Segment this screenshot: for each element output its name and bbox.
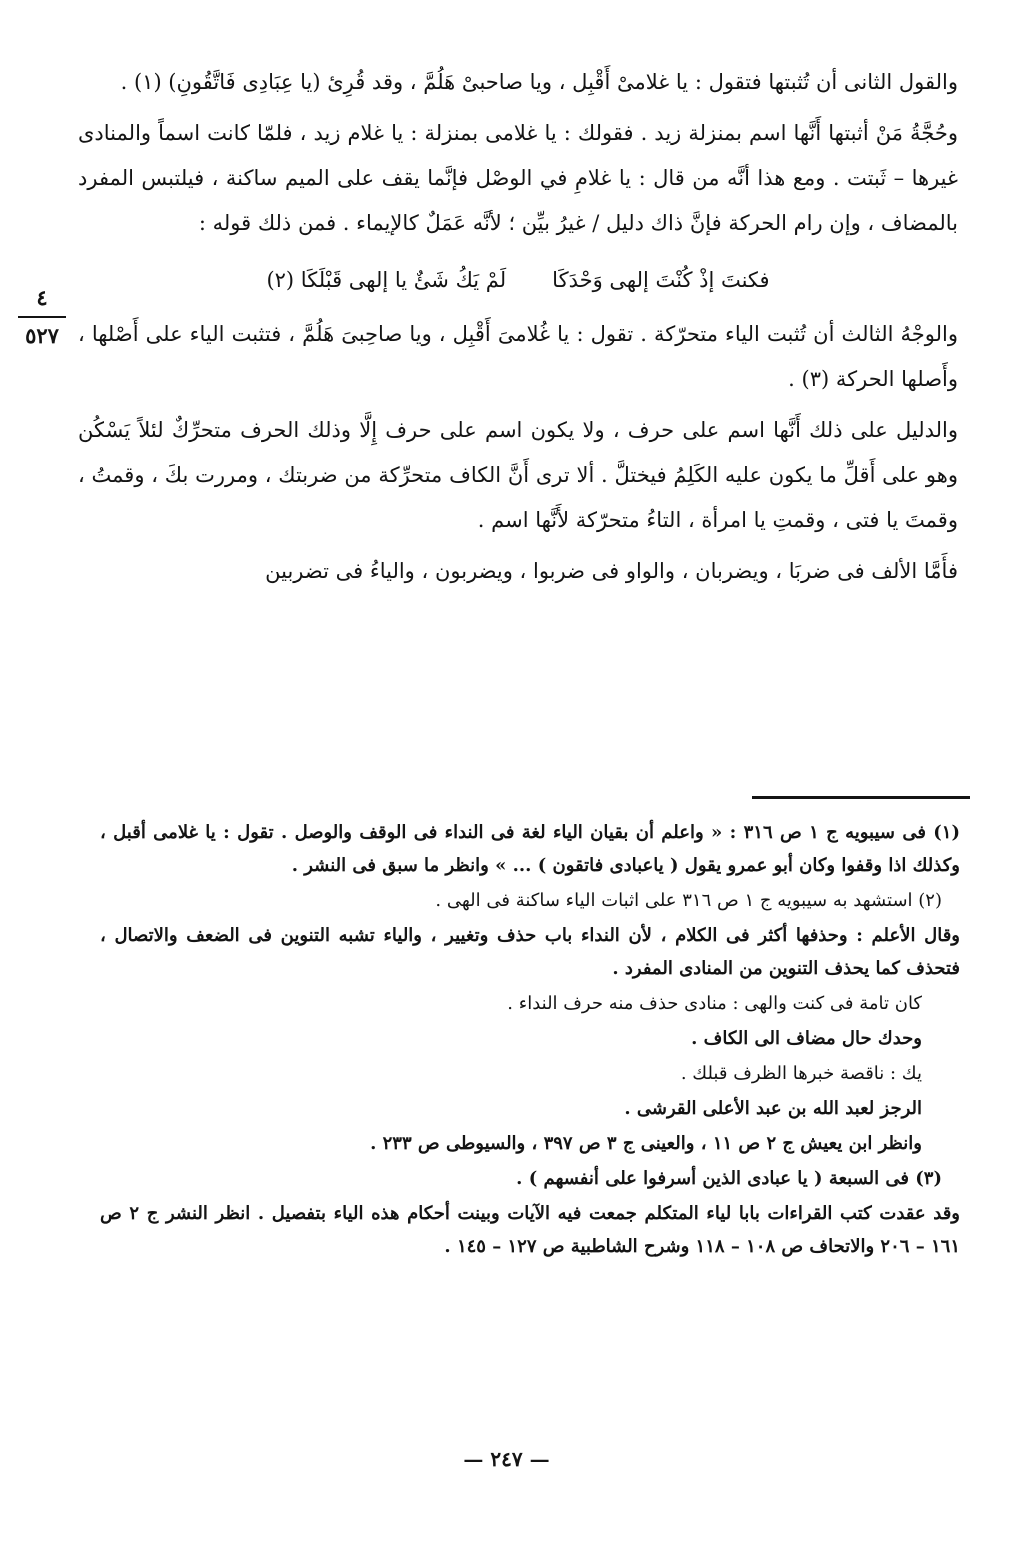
footnote-2-line-4: وحدك حال مضاف الى الكاف .: [691, 1028, 922, 1049]
verse-hemistich-1: فكنتَ إذْ كُنْتَ إلهى وَحْدَكَا: [552, 268, 770, 292]
margin-folio-divider: [18, 316, 66, 318]
paragraph-3: والوجْهُ الثالث أن تُثبت الياء متحرّكة . تقول : يا غُلامىَ أَقْبِل ، ويا صاحِبىَ هَلُمَّ ، فتثبت الياء على أَصْلها ، وأَصلها الحركة (٣) .: [78, 322, 958, 391]
margin-folio-top: ٤: [36, 285, 48, 310]
footnote-2-line-3: كان تامة فى كنت والهى : منادى حذف منه حرف النداء .: [507, 993, 922, 1014]
footnote-separator: [752, 796, 970, 799]
footnote-2-line-1: (٢) استشهد به سيبويه ج ١ ص ٣١٦ على اثبات الياء ساكنة فى الهى .: [435, 890, 942, 911]
footnotes: [100, 816, 960, 1265]
verse-hemistich-2: لَمْ يَكُ شَئٌ يا إلهى قَبْلَكَا (٢): [266, 268, 507, 292]
footnote-2-line-7: وانظر ابن يعيش ج ٢ ص ١١ ، والعينى ج ٣ ص ٣٩٧ ، والسيوطى ص ٢٣٣ .: [370, 1133, 922, 1154]
footnote-1: (١) فى سيبويه ج ١ ص ٣١٦ : « واعلم أن بقيان الياء لغة فى النداء فى الوقف والوصل . تقول : يا غلامى أقبل ، وكذلك اذا وقفوا وكان أبو عمرو يقول ( ياعبادى فاتقون ) ... » وانظر ما سبق فى النشر .: [100, 822, 960, 876]
margin-folio-reference: [18, 283, 66, 351]
main-text: [78, 60, 958, 600]
paragraph-4: والدليل على ذلك أَنَّها اسم على حرف ، ولا يكون اسم على حرف إِلَّا وذلك الحرف متحرِّكٌ لئلاً يَسْكُن وهو على أَقلِّ ما يكون عليه الكَلِمُ فيختلَّ . ألا ترى أَنَّ الكاف متحرِّكة من ضربتك ، ومررت بكَ ، وقمتُ ، وقمتَ يا فتى ، وقمتِ يا امرأة ، التاءُ متحرّكة لأَنَّها اسم .: [78, 418, 958, 532]
footnote-2-line-6: الرجز لعبد الله بن عبد الأعلى القرشى .: [624, 1098, 922, 1119]
footnote-2-line-2: وقال الأعلم : وحذفها أكثر فى الكلام ، لأن النداء باب حذف وتغيير ، والياء تشبه التنوين فى الضعف والاتصال ، فتحذف كما يحذف التنوين من المنادى المفرد .: [100, 925, 960, 979]
footnote-3-line-1: (٣) فى السبعة ( يا عبادى الذين أسرفوا على أنفسهم ) .: [516, 1168, 942, 1189]
margin-folio-bottom: ٥٢٧: [25, 323, 59, 348]
paragraph-1: والقول الثانى أن تُثبتها فتقول : يا غلامىْ أَقْبِل ، ويا صاحبىْ هَلُمَّ ، وقد قُرِئ (يا عِبَادِى فَاتَّقُونِ) (١) .: [120, 70, 958, 94]
paragraph-2: وحُجَّةُ مَنْ أثبتها أَنَّها اسم بمنزلة زيد . فقولك : يا غلامى بمنزلة : يا غلام زيد ، فلمّا كانت اسماً والمنادى غيرها – ثَبتت . ومع هذا أنَّه من قال : يا غلامِ في الوصْل فإنَّما يقف على الميم ساكنة ، فيلتبس المفرد بالمضاف ، وإن رام الحركة فإنَّ ذاك دليل / غيرُ بيِّن ؛ لأنَّه عَمَلٌ كالإيماء . فمن ذلك قوله :: [78, 121, 958, 235]
footnote-3-line-2: وقد عقدت كتب القراءات بابا لياء المتكلم جمعت فيه الآيات وبينت أحكام هذه الياء بتفصيل . انظر النشر ج ٢ ص ١٦١ – ٢٠٦ والاتحاف ص ١٠٨ – ١١٨ وشرح الشاطبية ص ١٢٧ – ١٤٥ .: [100, 1203, 960, 1257]
verse: [78, 258, 958, 302]
page-number: — ٢٤٧ —: [463, 1447, 550, 1471]
paragraph-5: فأَمَّا الألف فى ضربَا ، ويضربان ، والواو فى ضربوا ، ويضربون ، والياءُ فى تضربين: [265, 559, 958, 583]
footnote-2-line-5: يك : ناقصة خبرها الظرف قبلك .: [680, 1063, 922, 1084]
